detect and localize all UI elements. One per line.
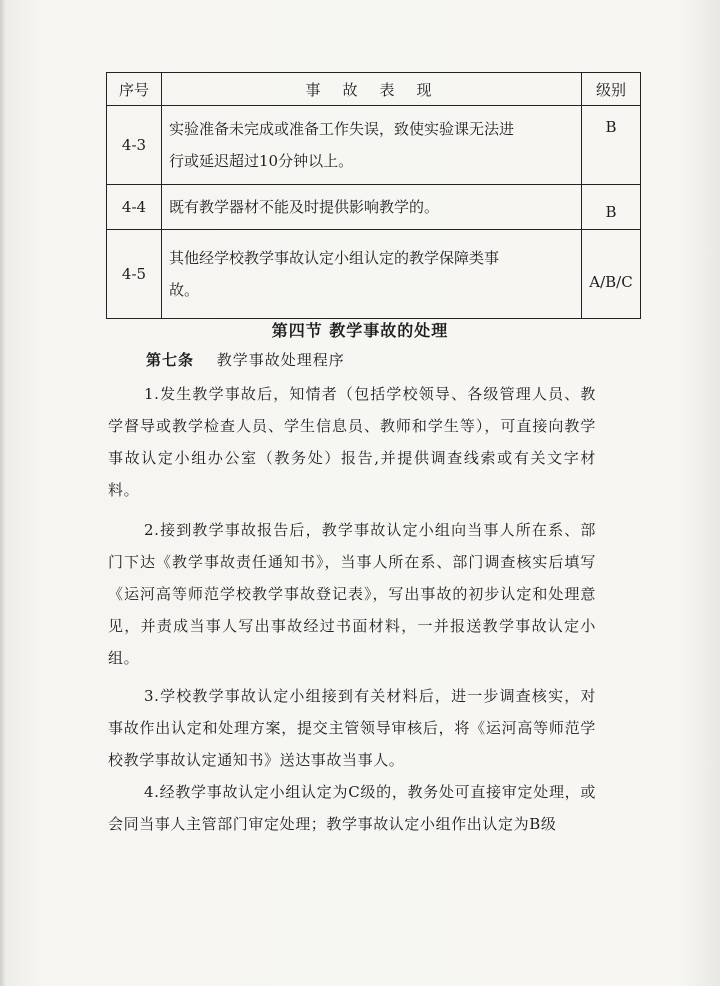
table-row [107, 230, 641, 319]
header-desc: 事故表现 [162, 73, 582, 106]
header-level: 级别 [582, 73, 641, 106]
scan-edge-shadow [0, 0, 6, 986]
article-heading [146, 349, 345, 370]
table-header-row [107, 73, 641, 106]
row-desc-line: 实验准备未完成或准备工作失误，致使实验课无法进 [169, 120, 515, 138]
header-no: 序号 [107, 73, 162, 106]
paragraph: 1.发生教学事故后，知情者（包括学校领导、各级管理人员、教学督导或教学检查人员、学生信息员、教师和学生等），可直接向教学事故认定小组办公室（教务处）报告,并提供调查线索或有关文字材料。 [108, 385, 596, 499]
accident-table [106, 72, 641, 319]
table-row [107, 106, 641, 185]
article-title: 教学事故处理程序 [216, 351, 345, 369]
row-desc-line: 故。 [169, 281, 200, 299]
section-title: 第四节 教学事故的处理 [271, 321, 449, 340]
paragraph: 2.接到教学事故报告后，教学事故认定小组向当事人所在系、部门下达《教学事故责任通知书》，当事人所在系、部门调查核实后填写《运河高等师范学校教学事故登记表》，写出事故的初步认定和处理意见，并责成当事人写出事故经过书面材料，一并报送教学事故认定小组。 [108, 521, 596, 667]
row-no: 4-4 [107, 185, 162, 230]
row-desc-line: 既有教学器材不能及时提供影响教学的。 [169, 198, 440, 216]
row-level: B [582, 185, 641, 230]
article-label: 第七条 [146, 351, 195, 369]
table-row [107, 185, 641, 230]
row-level: A/B/C [582, 230, 641, 319]
row-desc [162, 106, 582, 185]
row-desc-line: 行或延迟超过10分钟以上。 [169, 152, 354, 170]
paragraph: 3.学校教学事故认定小组接到有关材料后，进一步调查核实，对事故作出认定和处理方案，提交主管领导审核后，将《运河高等师范学校教学事故认定通知书》送达事故当事人。 [108, 687, 596, 769]
row-no: 4-5 [107, 230, 162, 319]
row-no: 4-3 [107, 106, 162, 185]
row-level: B [582, 106, 641, 185]
row-desc [162, 185, 582, 230]
row-desc [162, 230, 582, 319]
paragraph: 4.经教学事故认定小组认定为C级的，教务处可直接审定处理，或会同当事人主管部门审定处理；教学事故认定小组作出认定为B级 [108, 783, 596, 833]
row-desc-line: 其他经学校教学事故认定小组认定的教学保障类事 [169, 249, 500, 267]
